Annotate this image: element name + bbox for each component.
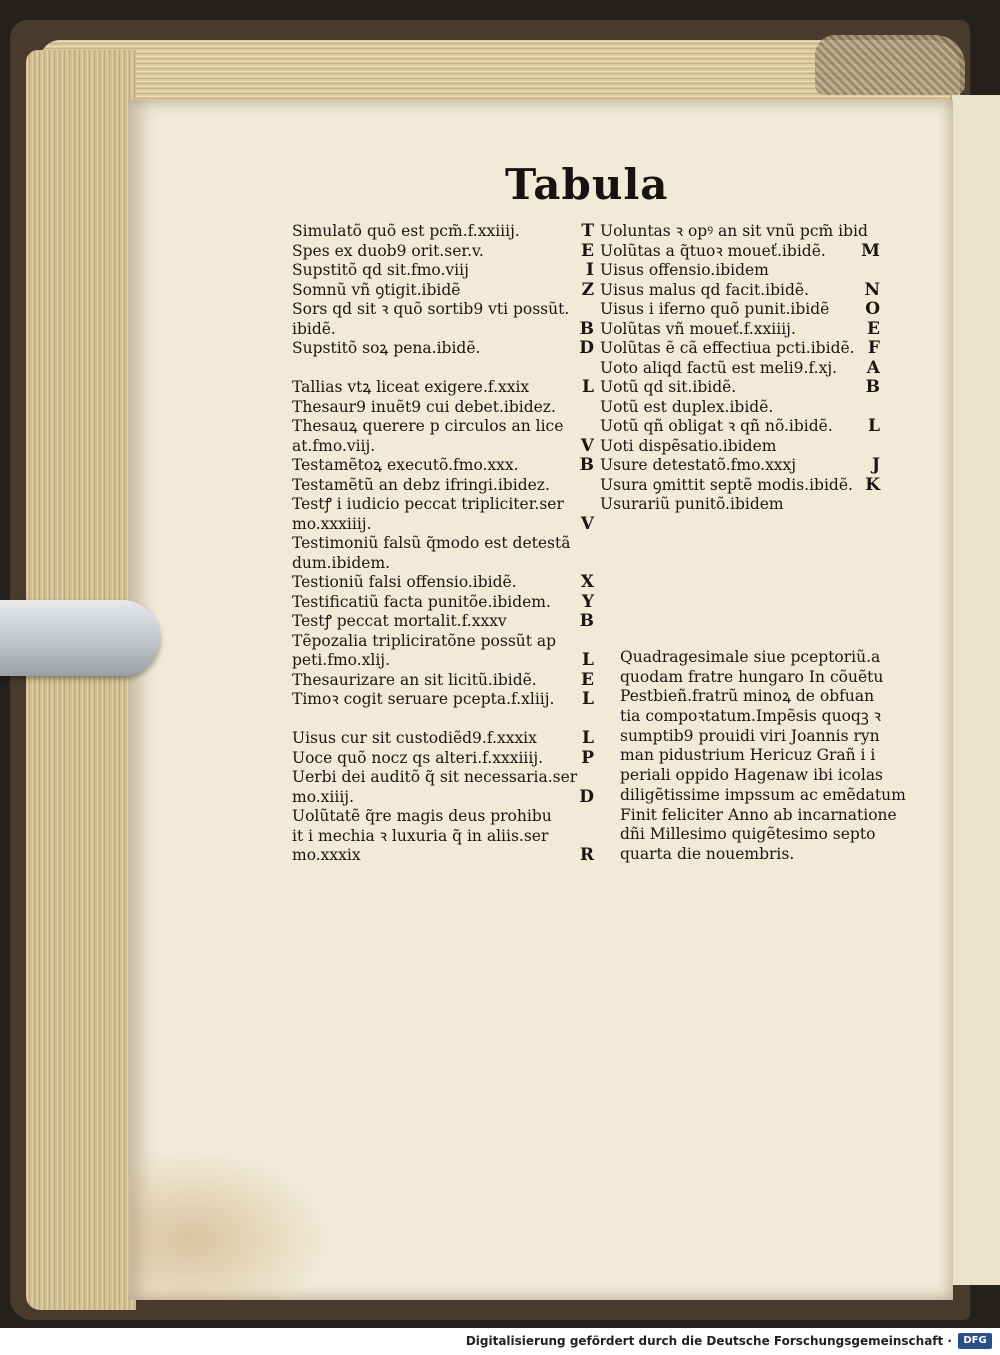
entry-marker: O — [865, 299, 880, 319]
entry-text: Testimoniũ falsũ q̃modo est detestã — [292, 534, 571, 552]
index-entry — [292, 534, 594, 554]
entry-text: Uoti dispẽsatio.ibidem — [600, 436, 777, 455]
entry-text: dum.ibidem. — [292, 553, 391, 572]
colophon — [620, 648, 906, 865]
dfg-logo: DFG — [958, 1333, 992, 1349]
colophon-line: dñi Millesimo quigẽtesimo septo — [620, 825, 876, 844]
entry-text: Uolũtas a q̃tuoꝛ moueť.ibidẽ. — [600, 241, 826, 260]
index-entry — [600, 495, 880, 515]
entry-text: Somnũ vñ ꝯtigit.ibidẽ — [292, 280, 461, 299]
index-entry — [600, 281, 880, 301]
facing-page-edge — [950, 95, 1000, 1285]
index-entry — [600, 378, 880, 398]
index-entry — [292, 593, 594, 613]
index-entry — [292, 690, 594, 710]
index-entry — [292, 300, 594, 320]
entry-text: at.fmo.viij. — [292, 436, 376, 455]
entry-text: Spes ex duob9 orit.ser.v. — [292, 241, 484, 260]
entry-text: Timoꝛ cogit seruare pcepta.f.xliij. — [292, 690, 555, 708]
entry-marker: E — [581, 669, 594, 690]
index-entry — [292, 476, 594, 496]
entry-marker: L — [582, 650, 594, 670]
index-entry — [292, 378, 594, 398]
entry-text: Uerbi dei auditõ q̃ sit necessaria.ser — [292, 768, 578, 786]
entry-marker: R — [579, 845, 594, 865]
entry-text: Uotũ est duplex.ibidẽ. — [600, 397, 774, 416]
colophon-line: sumptib9 prouidi viri Joannis ryn — [620, 726, 880, 745]
entry-marker: K — [865, 474, 880, 495]
entry-text: Uoto aliqd factũ est meli9.f.xj. — [600, 358, 838, 377]
index-entry — [292, 398, 594, 418]
entry-marker: B — [865, 377, 880, 397]
entry-text: peti.fmo.xlij. — [292, 651, 391, 669]
entry-marker: F — [867, 338, 880, 358]
index-entry — [600, 359, 880, 379]
index-entry — [292, 554, 594, 574]
colophon-line: quodam fratre hungaro In cõuẽtu — [620, 667, 884, 686]
index-entry — [292, 242, 594, 262]
index-entry — [292, 651, 594, 671]
index-entry — [600, 261, 880, 281]
footer-credit: Digitalisierung gefördert durch die Deutsche Forschungsgemeinschaft · — [465, 1334, 952, 1348]
entry-text: Testꝭ peccat mortalit.f.xxxv — [292, 612, 507, 630]
entry-marker: D — [579, 338, 594, 358]
spacer — [292, 359, 594, 379]
entry-text: ibidẽ. — [292, 319, 336, 338]
entry-text: it i mechia ꝛ luxuria q̃ in aliis.ser — [292, 826, 549, 845]
colophon-line: Finit feliciter Anno ab incarnatione — [620, 805, 897, 824]
index-entry — [600, 437, 880, 457]
entry-marker: Z — [581, 279, 594, 300]
entry-text: Thesaurizare an sit licitũ.ibidẽ. — [292, 670, 537, 689]
index-entry — [292, 281, 594, 301]
index-entry — [600, 222, 880, 242]
colophon-line: Pestbieñ.fratrũ minoꝝ de obfuan — [620, 687, 875, 706]
entry-marker: E — [867, 318, 880, 339]
index-entry — [292, 846, 594, 866]
page-heading: Tabula — [505, 160, 669, 209]
index-entry — [292, 788, 594, 808]
entry-text: Testificatiũ facta punitõe.ibidem. — [292, 592, 551, 611]
index-entry — [600, 476, 880, 496]
page-clip — [0, 600, 160, 676]
index-column-right — [600, 222, 880, 515]
entry-text: Testamẽtũ an debz ifringi.ibidez. — [292, 475, 550, 494]
entry-text: mo.xxxix — [292, 846, 361, 864]
index-entry — [292, 437, 594, 457]
entry-text: Uolũtas vñ moueť.f.xxiiij. — [600, 319, 796, 338]
index-entry — [292, 417, 594, 437]
entry-marker: B — [579, 455, 594, 475]
entry-text: Sors qd sit ꝛ quõ sortib9 vti possũt. — [292, 300, 570, 318]
page-side-edges — [26, 50, 136, 1310]
index-entry — [292, 827, 594, 847]
index-entry — [292, 749, 594, 769]
entry-marker: A — [866, 357, 880, 378]
entry-text: Usurariũ punitõ.ibidem — [600, 495, 784, 513]
entry-text: Uisus offensio.ibidem — [600, 261, 769, 279]
entry-marker: N — [864, 279, 880, 300]
entry-text: Uisus i iferno quõ punit.ibidẽ — [600, 300, 830, 318]
entry-marker: E — [581, 240, 594, 261]
binding-thread — [815, 35, 965, 95]
index-entry — [292, 261, 594, 281]
index-entry — [292, 456, 594, 476]
index-entry — [600, 456, 880, 476]
entry-text: Usure detestatõ.fmo.xxxj — [600, 456, 797, 474]
colophon-line: quarta die nouembris. — [620, 844, 795, 863]
index-entry — [292, 339, 594, 359]
footer-bar — [0, 1328, 1000, 1355]
entry-marker: Y — [581, 591, 594, 612]
index-entry — [600, 339, 880, 359]
entry-text: mo.xxxiiij. — [292, 514, 372, 533]
index-entry — [600, 242, 880, 262]
entry-text: Usura ꝯmittit septẽ modis.ibidẽ. — [600, 475, 853, 494]
entry-marker: L — [868, 416, 880, 436]
colophon-line: diligẽtissime impssum ac emẽdatum — [620, 785, 906, 804]
entry-marker: T — [581, 221, 594, 241]
entry-text: Testioniũ falsi offensio.ibidẽ. — [292, 573, 517, 591]
entry-marker: B — [579, 611, 594, 631]
entry-marker: M — [861, 240, 880, 261]
index-entry — [292, 671, 594, 691]
index-column-left — [292, 222, 594, 866]
colophon-line: tia compoꝛtatum.Impẽsis quoqꝫ ꝛ — [620, 707, 882, 726]
index-entry — [600, 300, 880, 320]
entry-marker: D — [579, 786, 594, 807]
index-entry — [292, 729, 594, 749]
index-entry — [292, 515, 594, 535]
entry-marker: L — [582, 377, 594, 397]
entry-text: Uoce quõ nocz qs alteri.f.xxxiiij. — [292, 748, 544, 767]
entry-marker: J — [871, 455, 880, 475]
entry-marker: P — [581, 747, 594, 768]
entry-text: Uolũtatẽ q̃re magis deus prohibu — [292, 807, 552, 825]
entry-text: Simulatõ quõ est pcm̃.f.xxiiij. — [292, 222, 520, 240]
colophon-line: man pidustrium Hericuz Grañ i i — [620, 746, 876, 765]
page-stain — [130, 1150, 330, 1300]
entry-marker: B — [579, 318, 594, 339]
entry-text: Uisus malus qd facit.ibidẽ. — [600, 280, 810, 299]
entry-text: Supstitõ soꝝ pena.ibidẽ. — [292, 339, 481, 357]
spacer — [292, 710, 594, 730]
entry-marker: L — [582, 689, 594, 709]
index-entry — [292, 632, 594, 652]
entry-text: Thesauꝝ querere p circulos an lice — [292, 417, 564, 435]
index-entry — [292, 612, 594, 632]
index-entry — [292, 807, 594, 827]
index-entry — [292, 222, 594, 242]
index-entry — [292, 320, 594, 340]
index-entry — [600, 417, 880, 437]
colophon-line: Quadragesimale siue pceptoriũ.a — [620, 648, 881, 666]
entry-text: Supstitõ qd sit.fmo.viij — [292, 261, 469, 279]
entry-text: Thesaur9 inuẽt9 cui debet.ibidez. — [292, 397, 556, 416]
entry-text: Tallias vtꝝ liceat exigere.f.xxix — [292, 378, 530, 396]
index-entry — [292, 495, 594, 515]
index-entry — [600, 320, 880, 340]
entry-marker: L — [582, 728, 594, 748]
index-entry — [292, 573, 594, 593]
entry-text: Uotũ qd sit.ibidẽ. — [600, 378, 737, 396]
entry-marker: I — [586, 260, 594, 280]
entry-text: Testꝭ i iudicio peccat tripliciter.ser — [292, 495, 564, 513]
entry-text: Uotũ qñ obligat ꝛ qñ nõ.ibidẽ. — [600, 417, 833, 435]
entry-marker: X — [580, 572, 594, 592]
entry-text: Tẽpozalia tripliciratõne possũt ap — [292, 631, 557, 650]
entry-text: Uolũtas ẽ cã effectiua pcti.ibidẽ. — [600, 339, 855, 357]
index-entry — [600, 398, 880, 418]
entry-marker: V — [580, 513, 594, 534]
index-entry — [292, 768, 594, 788]
entry-text: mo.xiiij. — [292, 787, 355, 806]
entry-marker: V — [580, 435, 594, 456]
entry-text: Testamẽtoꝝ executõ.fmo.xxx. — [292, 456, 519, 474]
colophon-line: periali oppido Hagenaw ibi icolas — [620, 766, 884, 785]
entry-text: Uisus cur sit custodiẽd9.f.xxxix — [292, 729, 537, 747]
entry-text: Uoluntas ꝛ opꝰ an sit vnũ pcm̃ ibid — [600, 222, 868, 240]
